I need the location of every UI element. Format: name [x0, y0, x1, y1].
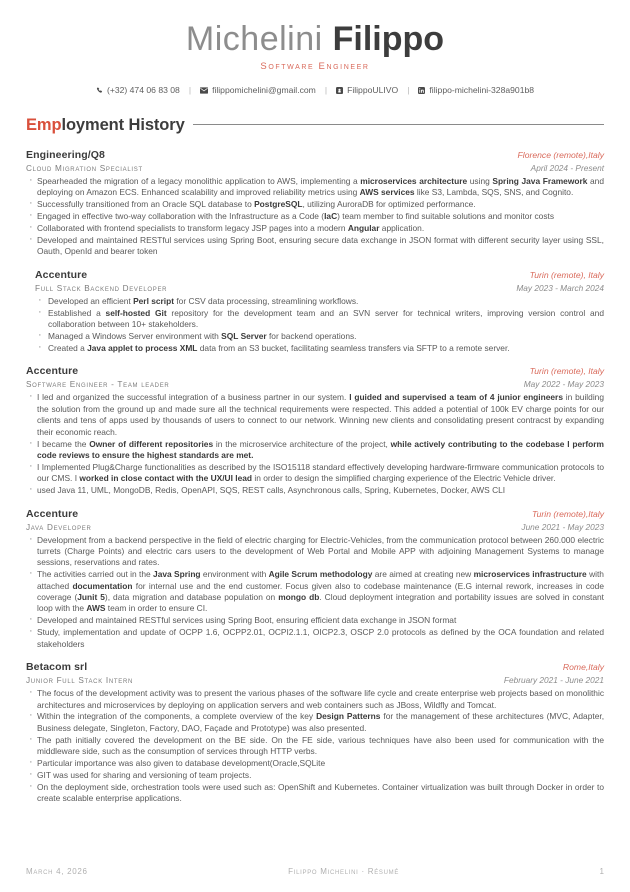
section-divider: [193, 124, 604, 125]
job-location: Florence (remote),Italy: [517, 150, 604, 160]
bullet-item: · The activities carried out in the Java Spring environment with Agile Scrum methodology are aimed at creating new microservices infrastructure with attached documentation for internal use and the end customer. Focus given also to codebase maintenance (E.G internal rework, increases in code coverage (Junit 5), data migration and database population on mongo db. Cloud deployment integration and portability issues are solved in constant loop with the AWS team in order to ensure CI.: [26, 569, 604, 615]
section-title-accent: Emp: [26, 116, 62, 134]
job-subheader: [26, 163, 604, 173]
job-header: [26, 661, 604, 673]
contact-linkedin[interactable]: [418, 85, 534, 95]
candidate-role: Software Engineer: [260, 61, 370, 72]
bullet-item: · The path initially covered the development on the BE side. On the FE side, various techniques have also been used for communication with the middleware side, such as the consumption of services through HTTP verbs.: [26, 735, 604, 758]
bullet-item: · On the deployment side, orchestration tools were used such as: OpenShift and Kubernetes. Container virtualization was built through Docker in order to create scalable enterprise applications.: [26, 782, 604, 805]
job-bullets: [26, 392, 604, 496]
job-title: Full Stack Backend Developer: [35, 283, 168, 293]
job-bullets: [35, 296, 604, 355]
job-subheader: [26, 675, 604, 685]
linkedin-icon: [418, 87, 425, 94]
bullet-item: · Successfully transitioned from an Oracle SQL database to PostgreSQL, utilizing AuroraDB for optimized performance.: [26, 199, 604, 210]
contact-separator-2: |: [324, 85, 328, 95]
bullet-item: · Collaborated with frontend specialists to transform legacy JSP pages into a modern Angular application.: [26, 223, 604, 234]
job-header: [26, 149, 604, 161]
job-header: [35, 269, 604, 281]
contact-separator-3: |: [407, 85, 410, 95]
job-bullets: [26, 176, 604, 258]
contact-separator: |: [188, 85, 192, 95]
job-header: [26, 365, 604, 377]
section-title: [26, 116, 185, 135]
contact-bar: [26, 85, 604, 95]
bullet-item: · Particular importance was also given to database development(Oracle,SQLite: [26, 758, 604, 769]
job-bullets: [26, 535, 604, 651]
job-title: Cloud Migration Specialist: [26, 164, 143, 173]
bullet-item: · Established a self-hosted Git repository for the development team and an SVN server for technical writers, improving version control and collaboration between 10+ stakeholders.: [35, 308, 604, 331]
job-organization: Accenture: [26, 365, 79, 378]
job-entry: [26, 365, 604, 496]
section-header: [26, 116, 604, 135]
bullet-item: · Engaged in effective two-way collaboration with the Infrastructure as a Code (IaC) team member to find suitable solutions and monitor costs: [26, 211, 604, 222]
contact-email-text: filippomichelini@gmail.com: [212, 85, 316, 95]
job-organization: Accenture: [35, 268, 88, 281]
contact-phone-text: (+32) 474 06 83 08: [106, 85, 180, 95]
resume-header: [26, 14, 604, 95]
page-footer: [26, 867, 604, 876]
contact-github[interactable]: [336, 85, 398, 95]
footer-title: Filippo Michelini · Résumé: [288, 867, 400, 876]
bullet-item: · GIT was used for sharing and versioning of team projects.: [26, 770, 604, 781]
job-title: Software Engineer - Team leader: [26, 380, 170, 390]
job-entry: [26, 149, 604, 258]
job-dates: February 2021 - June 2021: [503, 675, 604, 686]
job-title: Java Developer: [26, 522, 92, 532]
bullet-item: · I Implemented Plug&Charge functionalities as described by the ISO15118 standard effectively developing hardware-firmware communication protocols to our CMS. I worked in close contact with the UX/UI lead in order to design the simplified charging experience of the Electric Vehicle driver.: [26, 462, 604, 485]
section-title-rest: loyment History: [61, 116, 185, 134]
job-subheader: [26, 522, 604, 532]
last-name: Filippo: [332, 20, 445, 58]
bullet-item: · Developed and maintained RESTful services using Spring Boot, ensuring secure data exchange in JSON format with different security layer using SSL, Oauth, OpenId and bearer token: [26, 235, 604, 258]
bullet-item: · Created a Java applet to process XML data from an S3 bucket, facilitating seamless transfers via SFTP to a remote server.: [35, 343, 604, 354]
contact-github-text: FilippoULIVO: [347, 85, 399, 95]
job-dates: May 2022 - May 2023: [523, 379, 604, 390]
contact-linkedin-text: filippo-michelini-328a901b8: [429, 85, 535, 95]
job-location: Turin (remote), Italy: [529, 366, 604, 377]
phone-icon: [96, 87, 103, 94]
bullet-item: · Managed a Windows Server environment with SQL Server for backend operations.: [35, 331, 604, 342]
job-subheader: [26, 379, 604, 389]
job-bullets: [26, 688, 604, 805]
job-dates: May 2023 - March 2024: [516, 282, 604, 293]
job-location: Turin (remote), Italy: [529, 269, 604, 280]
bullet-item: · I led and organized the successful integration of a business partner in our system. I guided and supervised a team of 4 junior engineers in building the solution from the ground up and made sure all the technical requirements were respected. This added a potential of 100k EV charge points for our clients and tens of apps used by thousands of users to connect to our network. Winning new clients and consolidating present contracst by expanding their economic reach.: [26, 392, 604, 438]
bullet-item: · used Java 11, UML, MongoDB, Redis, OpenAPI, SQS, REST calls, Asynchronous calls, Spring, Kubernetes, Docker, AWS CLI: [26, 485, 604, 496]
job-organization: Engineering/Q8: [26, 149, 105, 161]
job-location: Turin (remote),Italy: [532, 508, 604, 519]
email-icon: [200, 87, 208, 94]
footer-page-number: 1: [599, 867, 604, 876]
github-icon: [336, 87, 343, 94]
job-entry: [26, 269, 604, 355]
job-title: Junior Full Stack Intern: [26, 676, 134, 686]
bullet-item: · I became the Owner of different repositories in the microservice architecture of the project, while actively contributing to the codebase I perform code reviews to ensure the highest standards are met.: [26, 439, 604, 462]
first-name: Michelini: [185, 20, 323, 58]
candidate-name: [26, 18, 604, 60]
contact-phone[interactable]: [96, 85, 180, 95]
bullet-item: · Development from a backend perspective in the field of electric charging for Electric-Vehicles, from the communication protocol between 260.000 electric turrets (Charge Points) and electric cars users to the development of Web Portal and Mobile APP with adjoining Management Systems to manage sessions, reservations and rates.: [26, 535, 604, 569]
footer-date: March 4, 2026: [26, 867, 88, 876]
bullet-item: · Within the integration of the components, a complete overview of the key Design Patterns for the management of these architectures (MVC, Adapter, Business delegate, Singleton, Factory, DAO, Façade and Prototype) was also presented.: [26, 711, 604, 734]
job-location: Rome,Italy: [562, 662, 604, 673]
bullet-item: · Spearheaded the migration of a legacy monolithic application to AWS, implementing a microservices architecture using Spring Java Framework and deploying on Amazon ECS. Enhanced scalability and improved reliability metrics using AWS services like S3, Lambda, SQS, SNS, and Cognito.: [26, 176, 604, 199]
job-dates: June 2021 - May 2023: [521, 521, 604, 532]
contact-email[interactable]: [200, 85, 316, 95]
bullet-item: · Study, implementation and update of OCPP 1.6, OCPP2.01, OCPI2.1.1, OICP2.3, OSCP 2.0 protocols as defined by the OCA foundation and related stakeholders: [26, 627, 604, 650]
job-organization: Betacom srl: [26, 661, 88, 674]
job-entry: [26, 661, 604, 805]
job-header: [26, 508, 604, 520]
bullet-item: · The focus of the development activity was to present the various phases of the software life cycle and create enterprise web projects based on monolithic architectures and microservices by deploying on application servers and web containers such as JBoss, Wildfly and Tomcat.: [26, 688, 604, 711]
bullet-item: · Developed an efficient Perl script for CSV data processing, streamlining workflows.: [35, 296, 604, 307]
section-employment-history: [26, 116, 604, 805]
job-dates: April 2024 - Present: [530, 163, 604, 173]
job-organization: Accenture: [26, 507, 79, 520]
job-subheader: [35, 283, 604, 293]
bullet-item: · Developed and maintained RESTful services using Spring Boot, ensuring efficient data exchange in JSON format: [26, 615, 604, 626]
job-entry: [26, 508, 604, 651]
